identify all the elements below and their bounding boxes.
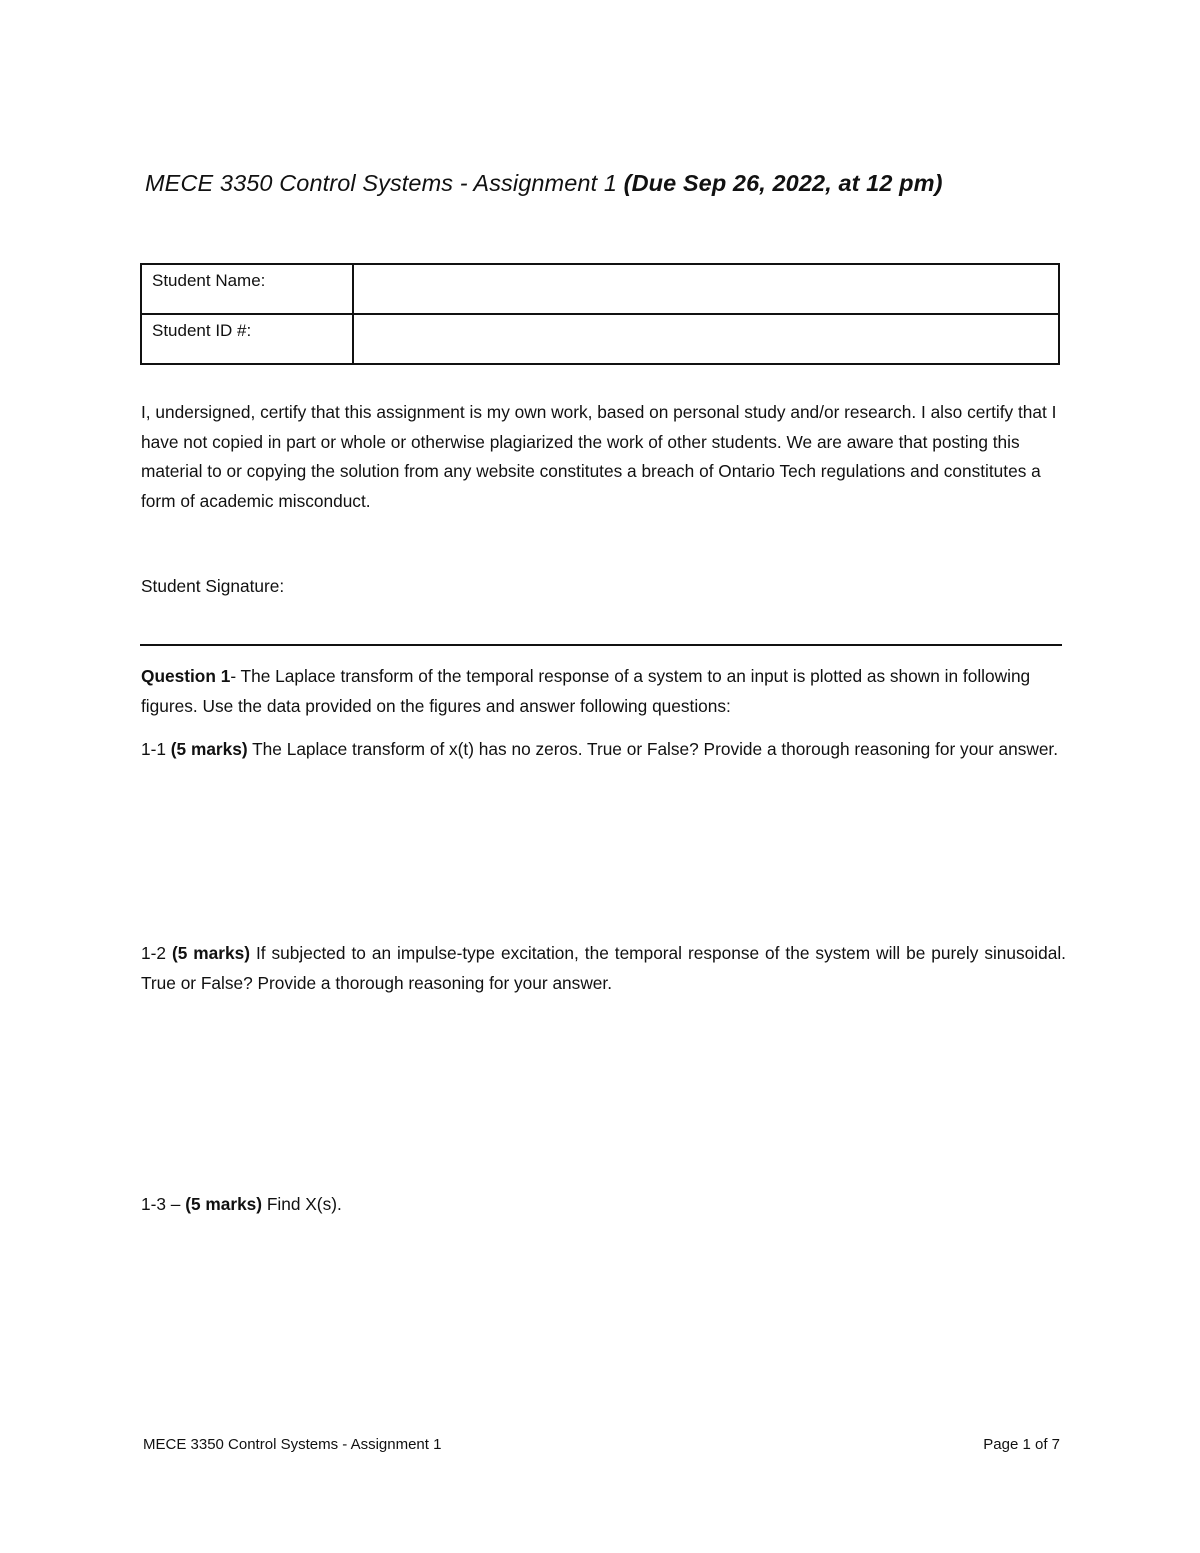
- part-marks: (5 marks): [171, 943, 250, 963]
- part-text: If subjected to an impulse-type excitation, the temporal response of the system will be purely sinusoidal. True or False? Provide a thorough reasoning for your answer.: [141, 943, 1066, 993]
- table-row: [141, 314, 1059, 364]
- certification-text: I, undersigned, certify that this assignment is my own work, based on personal study and/or research. I also certify that I have not copied in part or whole or otherwise plagiarized the work of other students. We are aware that posting this material to or copying the solution from any website constitutes a breach of Ontario Tech regulations and constitutes a form of academic misconduct.: [141, 402, 1057, 511]
- page-footer: [143, 1436, 1060, 1453]
- title-due-date: (Due Sep 26, 2022, at 12 pm): [623, 170, 943, 196]
- title-course: MECE 3350 Control Systems - Assignment 1: [145, 170, 624, 196]
- question-1-1: [141, 735, 1066, 765]
- question-1-text: - The Laplace transform of the temporal response of a system to an input is plotted as shown in following figures. Use the data provided on the figures and answer following questions:: [141, 666, 1031, 716]
- page-number: Page 1 of 7: [983, 1436, 1060, 1453]
- page-title: [145, 170, 1065, 197]
- student-name-label: Student Name:: [141, 264, 353, 314]
- part-number: 1-3 –: [141, 1194, 186, 1214]
- student-info-table: [140, 263, 1060, 365]
- section-divider: [140, 644, 1062, 646]
- question-1-heading: Question 1: [141, 666, 231, 686]
- student-id-label: Student ID #:: [141, 314, 353, 364]
- part-text: Find X(s).: [262, 1194, 342, 1214]
- certification-statement: [141, 398, 1066, 516]
- signature-section: [141, 572, 1066, 602]
- part-marks: (5 marks): [170, 739, 248, 759]
- part-text: The Laplace transform of x(t) has no zeros. True or False? Provide a thorough reasoning for your answer.: [247, 739, 1059, 759]
- question-1-2: [141, 939, 1066, 998]
- question-1-3: [141, 1190, 1066, 1220]
- question-1-intro: [141, 662, 1066, 721]
- part-marks: (5 marks): [185, 1194, 263, 1214]
- signature-label: Student Signature:: [141, 576, 285, 596]
- footer-course-title: MECE 3350 Control Systems - Assignment 1: [143, 1436, 442, 1453]
- table-row: [141, 264, 1059, 314]
- part-number: 1-1: [141, 739, 171, 759]
- part-number: 1-2: [141, 943, 172, 963]
- student-id-field[interactable]: [353, 314, 1059, 364]
- student-name-field[interactable]: [353, 264, 1059, 314]
